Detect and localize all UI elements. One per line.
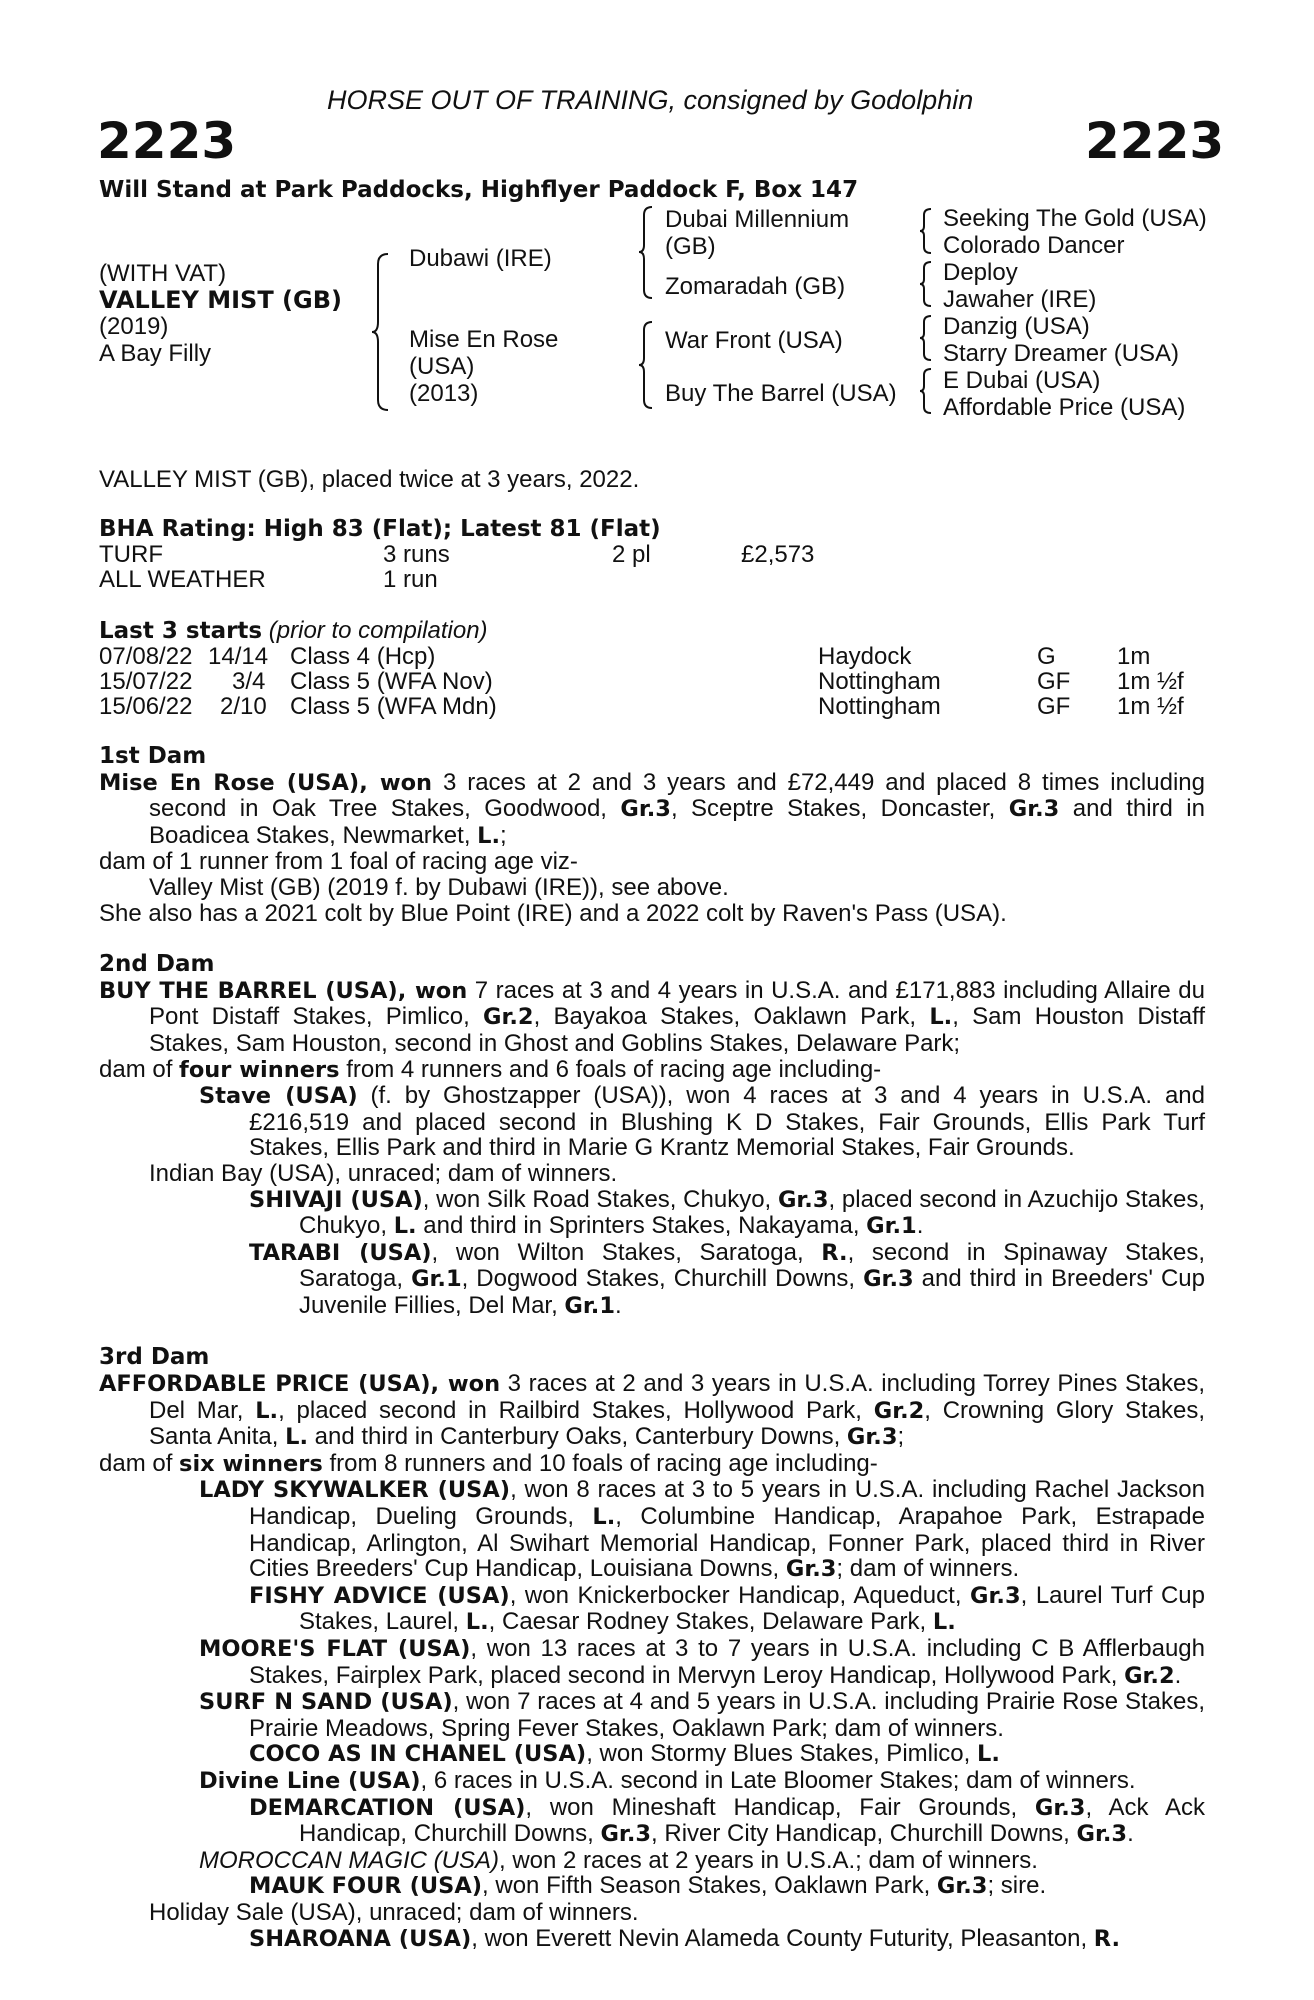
- starts-note: (prior to compilation): [268, 617, 488, 644]
- pedigree-dsd: Starry Dreamer (USA): [943, 340, 1180, 367]
- rating-row-runs: 3 runs: [383, 541, 450, 568]
- produce-name: MAUK FOUR (USA): [249, 1873, 483, 1900]
- start-race: Class 5 (WFA Mdn): [290, 693, 497, 720]
- produce-moroccan-magic: [149, 1848, 1205, 1874]
- stabling-line: Will Stand at Park Paddocks, Highflyer Paddock F, Box 147: [99, 177, 859, 203]
- first-dam-dam-of: dam of 1 runner from 1 foal of racing age viz-: [99, 848, 578, 876]
- record-text: 3 races at 2 and 3 years in U.S.A. including Torrey Pines Stakes, Del Mar,: [149, 1370, 1205, 1424]
- pedigree-ds: War Front (USA): [665, 327, 843, 354]
- start-race: Class 5 (WFA Nov): [290, 668, 493, 695]
- record-text: 3 races at 2 and 3 years and £72,449 and placed 8 times including second in Oak Tree Stakes, Goodwood,: [149, 768, 1205, 823]
- record-text: and third in Canterbury Oaks, Canterbury Downs,: [308, 1423, 847, 1451]
- start-position: 14/14: [208, 643, 269, 670]
- produce-name: SHAROANA (USA): [249, 1925, 472, 1952]
- grade-badge: L.: [255, 1397, 279, 1424]
- record-text: , won Stormy Blues Stakes, Pimlico,: [586, 1740, 977, 1768]
- pedigree-dss: Danzig (USA): [943, 313, 1090, 340]
- produce-demarcation: [149, 1795, 1205, 1848]
- record-text: , won Mineshaft Handicap, Fair Grounds,: [525, 1793, 1035, 1821]
- start-course: Nottingham: [818, 668, 941, 695]
- produce-name: FISHY ADVICE (USA): [249, 1582, 510, 1609]
- start-going: G: [1037, 643, 1056, 670]
- family-body: [99, 744, 1205, 1952]
- record-text: , placed second in Railbird Stakes, Hollywood Park,: [278, 1396, 874, 1424]
- pedigree-brace-dam: [637, 320, 655, 410]
- record-text: .: [1127, 1820, 1134, 1848]
- rating-row-surface: ALL WEATHER: [99, 566, 266, 593]
- start-going: GF: [1037, 693, 1071, 720]
- record-text: (f. by Ghostzapper (USA)), won 4 races at 3 and 4 years in U.S.A. and £216,519 and placed second in Blushing K D Stakes, Fair Grounds, Ellis Park Turf Stakes, Ellis Park and third in Marie G Krantz Memorial Stakes, Fair Grounds.: [249, 1082, 1205, 1162]
- pedigree-brace-ss: [918, 207, 934, 257]
- record-text: dam of: [99, 1449, 180, 1477]
- winners-count: four winners: [179, 1056, 340, 1083]
- record-text: and third in Breeders' Cup Juvenile Fillies, Del Mar,: [299, 1265, 1206, 1319]
- record-text: ;: [500, 821, 507, 849]
- produce-coco: [149, 1741, 1205, 1768]
- start-distance: 1m ½f: [1117, 693, 1184, 720]
- won-label: ,: [359, 769, 380, 796]
- pedigree-brace-main: [370, 252, 392, 412]
- start-date: 15/06/22: [99, 693, 193, 720]
- rating-row-placed: 2 pl: [612, 541, 651, 568]
- first-dam-heading: 1st Dam: [99, 743, 207, 769]
- grade-badge: Gr.3: [846, 1424, 898, 1451]
- grade-badge: L.: [465, 1609, 489, 1636]
- grade-badge: Gr.3: [1034, 1794, 1086, 1821]
- record-text: .: [614, 1291, 622, 1319]
- record-text: , Laurel Turf Cup Stakes, Laurel,: [299, 1581, 1206, 1636]
- record-text: .: [916, 1212, 924, 1240]
- pedigree-ssd: Colorado Dancer: [943, 232, 1125, 259]
- record-text: ;: [897, 1423, 905, 1451]
- pedigree-sire: Dubawi (IRE): [409, 245, 552, 272]
- grade-badge: Gr.2: [1124, 1662, 1175, 1689]
- grade-badge: Gr.3: [620, 796, 671, 823]
- produce-name: SURF N SAND (USA): [199, 1689, 453, 1716]
- record-text: , won 7 races at 4 and 5 years in U.S.A. including Prairie Rose Stakes, Prairie Meadows, Spring Fever Stakes, Oaklawn Park; dam of winners.: [249, 1688, 1205, 1742]
- produce-name: SHIVAJI (USA): [249, 1186, 423, 1213]
- produce-indian-bay: Indian Bay (USA), unraced; dam of winners.: [149, 1159, 618, 1187]
- record-text: , won 2 races at 2 years in U.S.A.; dam of winners.: [499, 1846, 1038, 1874]
- start-date: 15/07/22: [99, 668, 193, 695]
- rating-row-runs: 1 run: [383, 566, 438, 593]
- grade-badge: R.: [821, 1239, 848, 1266]
- start-race: Class 4 (Hcp): [290, 643, 436, 670]
- grade-badge: L.: [592, 1504, 616, 1531]
- won-label: ,: [397, 977, 415, 1004]
- record-text: , Dogwood Stakes, Churchill Downs,: [461, 1265, 864, 1293]
- record-text: , Bayakoa Stakes, Oaklawn Park,: [533, 1003, 930, 1031]
- start-position: 3/4: [232, 668, 266, 695]
- produce-shivaji: [149, 1187, 1205, 1240]
- consignor-line: HORSE OUT OF TRAINING, consigned by Godolphin: [327, 85, 974, 115]
- produce-name: MOORE'S FLAT (USA): [199, 1636, 471, 1662]
- pedigree-sdd: Jawaher (IRE): [943, 286, 1097, 313]
- produce-name: Stave (USA): [199, 1083, 358, 1110]
- third-dam-heading: 3rd Dam: [99, 1344, 210, 1371]
- pedigree-dd: Buy The Barrel (USA): [665, 380, 897, 407]
- second-dam-record: [99, 978, 1205, 1057]
- record-text: and third in Sprinters Stakes, Nakayama,: [416, 1212, 867, 1240]
- start-distance: 1m: [1117, 643, 1151, 670]
- grade-badge: L.: [285, 1424, 308, 1451]
- first-dam-name: Mise En Rose (USA): [99, 769, 360, 796]
- horse-year: (2019): [99, 313, 169, 340]
- vat-note: (WITH VAT): [99, 260, 227, 287]
- pedigree-ss-line1: Dubai Millennium: [665, 206, 850, 233]
- rating-heading: BHA Rating: High 83 (Flat); Latest 81 (Flat): [99, 516, 661, 542]
- grade-badge: Gr.3: [600, 1821, 652, 1848]
- pedigree-dam-line1: Mise En Rose: [409, 326, 559, 353]
- first-dam-record: [99, 770, 1205, 850]
- produce-lady-skywalker: [149, 1477, 1205, 1582]
- pedigree-brace-ds: [918, 314, 934, 364]
- pedigree-brace-sire: [637, 205, 655, 300]
- horse-name: VALLEY MIST (GB): [99, 286, 342, 314]
- grade-badge: Gr.1: [866, 1213, 917, 1240]
- grade-badge: Gr.1: [411, 1266, 462, 1293]
- pedigree-dam-line2: (USA): [409, 353, 475, 380]
- record-text: and third in Boadicea Stakes, Newmarket,: [149, 795, 1205, 849]
- record-text: , won 8 races at 3 to 5 years in U.S.A. including Rachel Jackson Handicap, Dueling Grounds,: [249, 1476, 1206, 1531]
- record-text: , won Knickerbocker Handicap, Aqueduct,: [509, 1581, 971, 1609]
- grade-badge: Gr.3: [936, 1873, 988, 1900]
- record-text: , Crowning Glory Stakes, Santa Anita,: [149, 1396, 1205, 1451]
- won-label: won: [414, 977, 468, 1004]
- start-date: 07/08/22: [99, 643, 193, 670]
- start-distance: 1m ½f: [1117, 668, 1184, 695]
- produce-name: Divine Line (USA): [199, 1767, 421, 1794]
- grade-badge: Gr.3: [777, 1186, 829, 1213]
- pedigree-brace-dd: [918, 367, 934, 417]
- pedigree-ss-line2: (GB): [665, 233, 716, 260]
- record-text: , Ack Ack Handicap, Churchill Downs,: [299, 1793, 1205, 1848]
- produce-surf-n-sand: [149, 1689, 1205, 1741]
- grade-badge: Gr.3: [785, 1556, 837, 1583]
- record-text: , Sam Houston Distaff Stakes, Sam Houston, second in Ghost and Goblins Stakes, Delaware Park;: [149, 1003, 1205, 1057]
- start-going: GF: [1037, 668, 1071, 695]
- rating-row-surface: TURF: [99, 541, 163, 568]
- grade-badge: Gr.1: [564, 1292, 615, 1319]
- produce-name: TARABI (USA): [249, 1239, 432, 1266]
- start-position: 2/10: [220, 693, 267, 720]
- produce-fishy-advice: [149, 1583, 1205, 1636]
- produce-name: DEMARCATION (USA): [249, 1794, 526, 1821]
- grade-badge: Gr.2: [873, 1397, 925, 1424]
- lot-number-left: 2223: [97, 112, 237, 170]
- record-text: , won 13 races at 3 to 7 years in U.S.A. including C B Afflerbaugh Stakes, Fairplex Park, placed second in Mervyn Leroy Handicap, Hollywood Park,: [249, 1635, 1205, 1689]
- grade-badge: Gr.3: [863, 1266, 914, 1293]
- second-dam-dam-of: [99, 1057, 1205, 1084]
- pedigree-sds: Deploy: [943, 259, 1018, 286]
- record-text: , Caesar Rodney Stakes, Delaware Park,: [488, 1608, 933, 1636]
- record-text: , Sceptre Stakes, Doncaster,: [670, 795, 1009, 823]
- first-dam-also: She also has a 2021 colt by Blue Point (IRE) and a 2022 colt by Raven's Pass (USA).: [99, 899, 1007, 927]
- won-label: won: [379, 769, 433, 796]
- record-text: from 8 runners and 10 foals of racing age including-: [322, 1449, 878, 1477]
- pedigree-brace-sd: [918, 260, 934, 310]
- record-text: , won Fifth Season Stakes, Oaklawn Park,: [482, 1872, 937, 1900]
- second-dam-heading: 2nd Dam: [99, 951, 215, 978]
- pedigree-dam-line3: (2013): [409, 380, 479, 407]
- produce-tarabi: [149, 1240, 1205, 1320]
- third-dam-dam-of: [99, 1451, 1205, 1478]
- produce-moores-flat: [149, 1636, 1205, 1689]
- grade-badge: Gr.3: [1076, 1821, 1128, 1848]
- grade-badge: Gr.2: [483, 1004, 534, 1031]
- produce-name: LADY SKYWALKER (USA): [199, 1477, 511, 1504]
- record-text: , second in Spinaway Stakes, Saratoga,: [299, 1238, 1206, 1293]
- record-text: ; dam of winners.: [836, 1555, 1020, 1583]
- starts-heading: Last 3 starts: [99, 618, 263, 644]
- won-label: ,: [430, 1371, 448, 1398]
- grade-badge: L.: [929, 1004, 953, 1031]
- second-dam-name: BUY THE BARREL (USA): [99, 977, 398, 1004]
- pedigree-ddd: Affordable Price (USA): [943, 394, 1186, 421]
- produce-mauk-four: [149, 1873, 1205, 1900]
- record-text: , won Silk Road Stakes, Chukyo,: [422, 1185, 778, 1213]
- grade-badge: L.: [477, 822, 501, 849]
- produce-stave: [149, 1083, 1205, 1161]
- grade-badge: R.: [1093, 1925, 1121, 1952]
- produce-name: MOROCCAN MAGIC (USA): [199, 1846, 499, 1874]
- produce-name: COCO AS IN CHANEL (USA): [249, 1741, 587, 1768]
- record-text: 7 races at 3 and 4 years in U.S.A. and £171,883 including Allaire du Pont Distaff Stakes, Pimlico,: [149, 976, 1205, 1031]
- summary-line: VALLEY MIST (GB), placed twice at 3 years, 2022.: [99, 466, 640, 493]
- pedigree-dds: E Dubai (USA): [943, 367, 1101, 394]
- starts-heading-line: [99, 617, 488, 645]
- first-dam-produce: Valley Mist (GB) (2019 f. by Dubawi (IRE)), see above.: [149, 873, 729, 901]
- produce-divine-line: [149, 1768, 1205, 1795]
- produce-sharoana: [149, 1926, 1205, 1953]
- grade-badge: L.: [932, 1609, 956, 1636]
- record-text: ; sire.: [987, 1872, 1047, 1900]
- pedigree-sd: Zomaradah (GB): [665, 273, 846, 300]
- grade-badge: Gr.3: [1008, 796, 1060, 823]
- horse-description: A Bay Filly: [99, 340, 212, 367]
- won-label: won: [447, 1371, 501, 1398]
- start-course: Nottingham: [818, 693, 941, 720]
- third-dam-record: [99, 1371, 1205, 1451]
- record-text: , placed second in Azuchijo Stakes, Chukyo,: [299, 1185, 1205, 1240]
- grade-badge: Gr.3: [970, 1582, 1021, 1609]
- winners-count: six winners: [179, 1450, 323, 1477]
- record-text: , River City Handicap, Churchill Downs,: [651, 1820, 1077, 1848]
- record-text: .: [1174, 1661, 1182, 1689]
- record-text: from 4 runners and 6 foals of racing age including-: [339, 1055, 882, 1083]
- record-text: , 6 races in U.S.A. second in Late Bloomer Stakes; dam of winners.: [420, 1766, 1136, 1794]
- grade-badge: L.: [976, 1741, 1000, 1768]
- grade-badge: L.: [393, 1213, 417, 1240]
- lot-number-right: 2223: [1085, 112, 1225, 170]
- third-dam-name: AFFORDABLE PRICE (USA): [99, 1371, 431, 1398]
- pedigree-sss: Seeking The Gold (USA): [943, 205, 1207, 232]
- record-text: dam of: [99, 1055, 180, 1083]
- start-course: Haydock: [818, 643, 912, 670]
- record-text: , won Wilton Stakes, Saratoga,: [431, 1238, 822, 1266]
- rating-row-prize: £2,573: [741, 541, 815, 568]
- record-text: , won Everett Nevin Alameda County Futurity, Pleasanton,: [471, 1924, 1094, 1952]
- record-text: , Columbine Handicap, Arapahoe Park, Estrapade Handicap, Arlington, Al Swihart Memorial Handicap, Fonner Park, placed third in River Cities Breeders' Cup Handicap, Louisiana Downs,: [249, 1503, 1205, 1583]
- produce-holiday-sale: Holiday Sale (USA), unraced; dam of winners.: [149, 1898, 639, 1926]
